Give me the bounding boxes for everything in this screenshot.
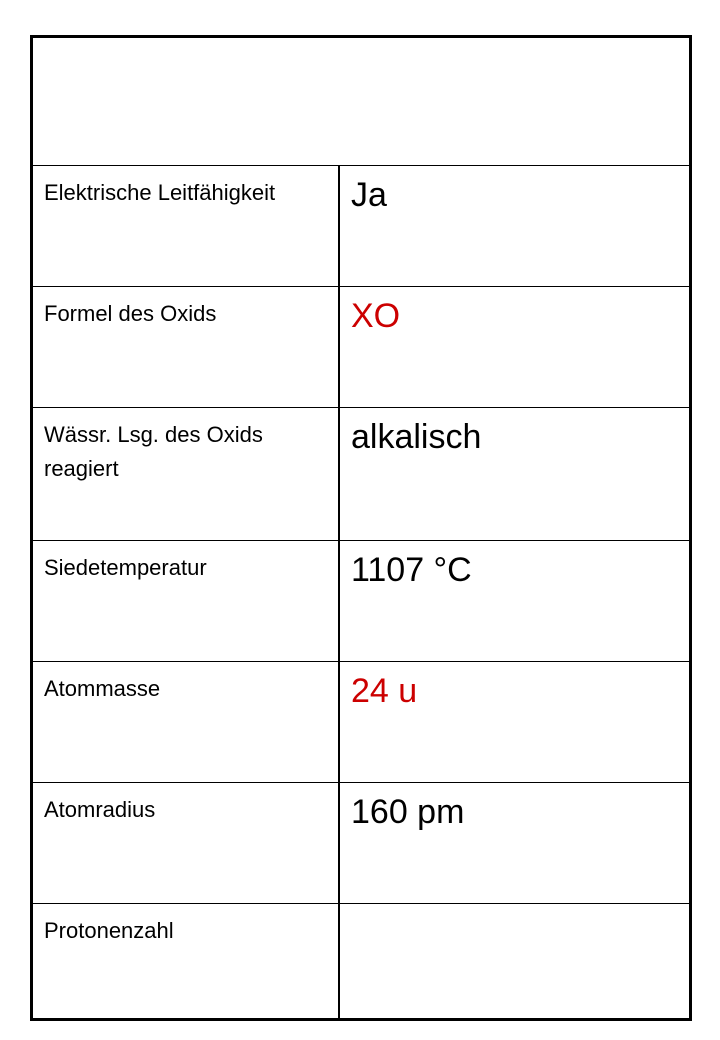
table-header-cell (33, 38, 689, 166)
table-row (33, 166, 689, 287)
property-value: alkalisch (351, 418, 482, 456)
property-value: XO (351, 297, 401, 335)
table-row (33, 408, 689, 541)
table-row (33, 904, 689, 1018)
property-label: Protonenzahl (44, 918, 174, 943)
table-row (33, 287, 689, 408)
property-value: 24 u (351, 672, 418, 710)
property-label: Elektrische Leitfähigkeit (44, 180, 276, 205)
properties-table (30, 35, 692, 1021)
property-label: Siedetemperatur (44, 555, 207, 580)
table-row (33, 783, 689, 904)
property-label: Formel des Oxids (44, 301, 217, 326)
property-value: Ja (351, 176, 387, 214)
property-label: Atommasse (44, 676, 161, 701)
table-row (33, 662, 689, 783)
property-label: Wässr. Lsg. des Oxids reagiert (44, 422, 263, 481)
property-label: Atomradius (44, 797, 156, 822)
table-row (33, 541, 689, 662)
property-value: 160 pm (351, 793, 465, 831)
property-value: 1107 °C (351, 551, 472, 589)
